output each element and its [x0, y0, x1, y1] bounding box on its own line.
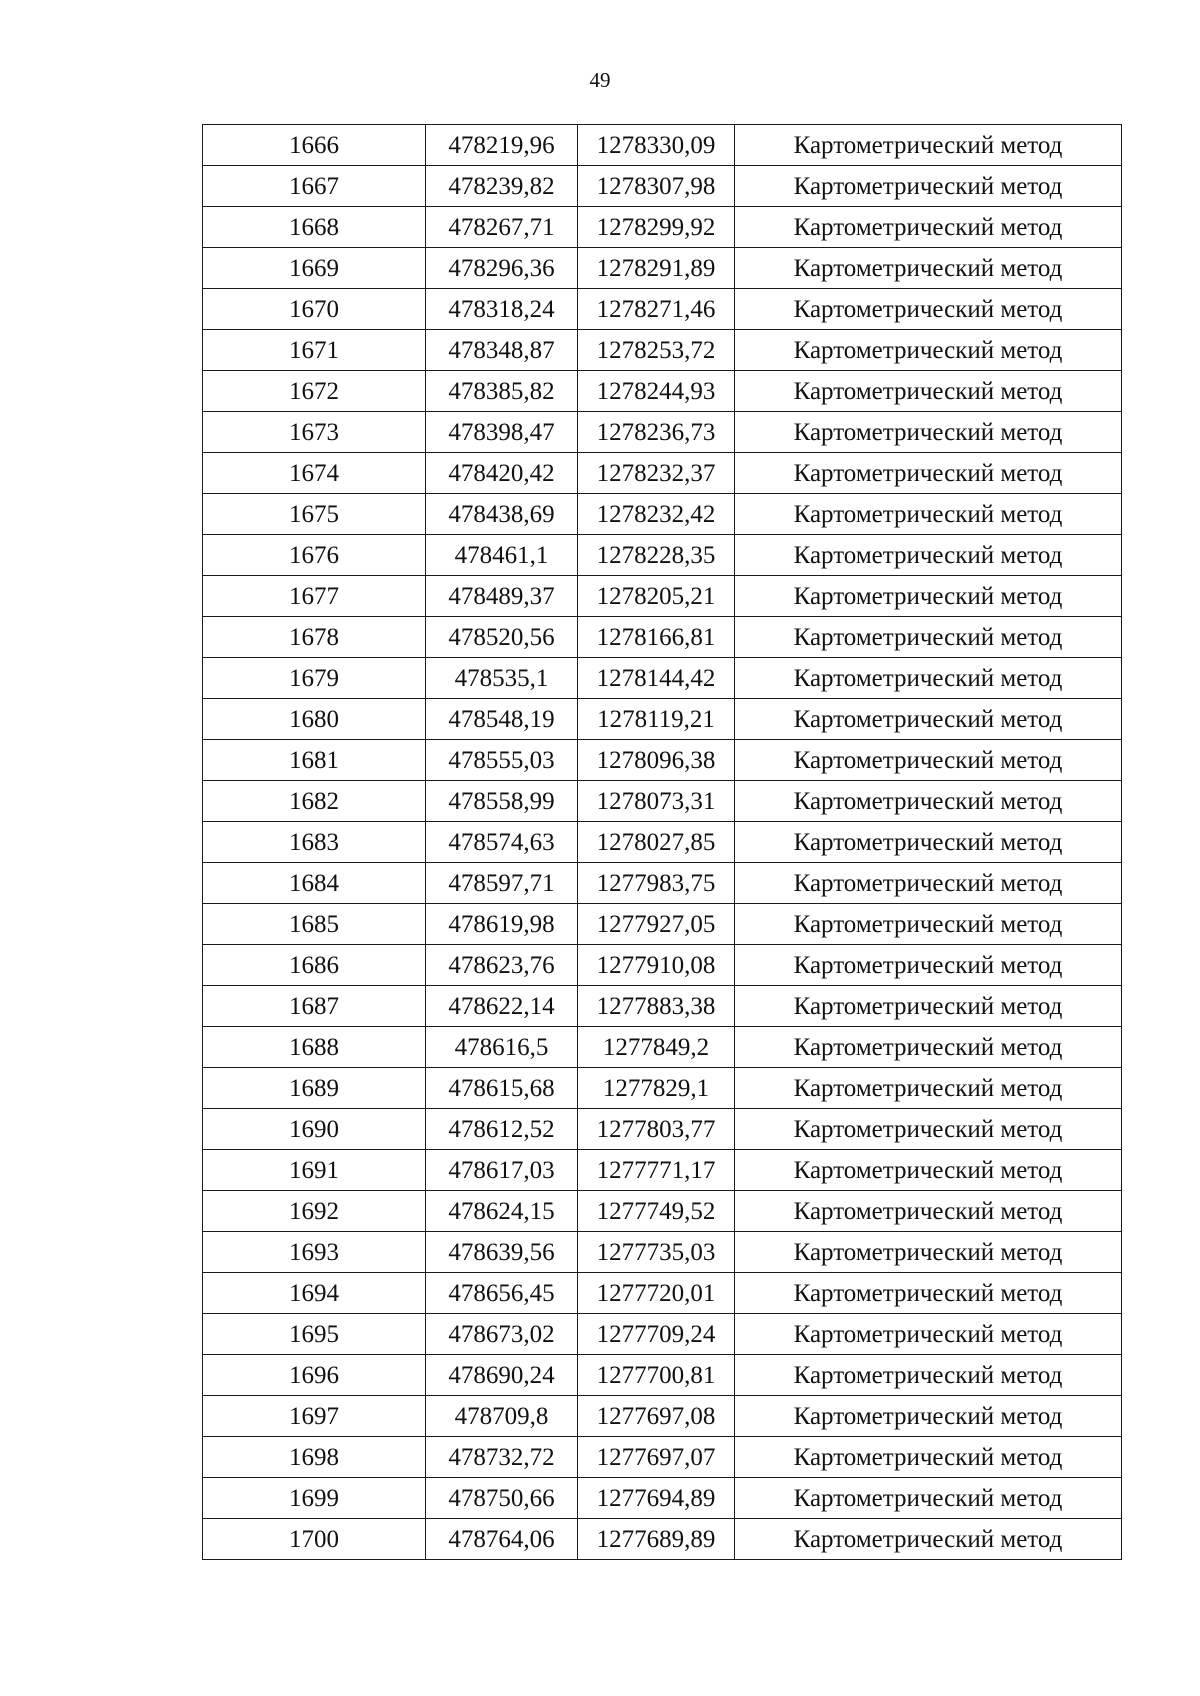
x-coordinate-cell: 478750,66: [426, 1478, 578, 1519]
y-coordinate-cell: 1278096,38: [578, 740, 735, 781]
page-number: 49: [589, 68, 611, 92]
method-cell: Картометрический метод: [735, 1191, 1122, 1232]
method-cell: Картометрический метод: [735, 699, 1122, 740]
method-cell: Картометрический метод: [735, 1519, 1122, 1560]
table-row: [203, 1027, 1122, 1068]
point-number-cell: 1689: [203, 1068, 426, 1109]
table-row: [203, 986, 1122, 1027]
x-coordinate-cell: 478623,76: [426, 945, 578, 986]
point-number-cell: 1666: [203, 125, 426, 166]
y-coordinate-cell: 1277697,08: [578, 1396, 735, 1437]
y-coordinate-cell: 1277689,89: [578, 1519, 735, 1560]
table-row: [203, 1355, 1122, 1396]
table-row: [203, 1232, 1122, 1273]
table-row: [203, 699, 1122, 740]
y-coordinate-cell: 1278244,93: [578, 371, 735, 412]
table-row: [203, 412, 1122, 453]
table-row: [203, 1109, 1122, 1150]
x-coordinate-cell: 478420,42: [426, 453, 578, 494]
point-number-cell: 1685: [203, 904, 426, 945]
method-cell: Картометрический метод: [735, 1396, 1122, 1437]
point-number-cell: 1670: [203, 289, 426, 330]
y-coordinate-cell: 1277849,2: [578, 1027, 735, 1068]
method-cell: Картометрический метод: [735, 330, 1122, 371]
x-coordinate-cell: 478318,24: [426, 289, 578, 330]
table-row: [203, 576, 1122, 617]
y-coordinate-cell: 1278119,21: [578, 699, 735, 740]
y-coordinate-cell: 1278236,73: [578, 412, 735, 453]
method-cell: Картометрический метод: [735, 945, 1122, 986]
point-number-cell: 1672: [203, 371, 426, 412]
table-row: [203, 494, 1122, 535]
x-coordinate-cell: 478732,72: [426, 1437, 578, 1478]
x-coordinate-cell: 478555,03: [426, 740, 578, 781]
y-coordinate-cell: 1278232,42: [578, 494, 735, 535]
table-row: [203, 822, 1122, 863]
x-coordinate-cell: 478574,63: [426, 822, 578, 863]
point-number-cell: 1678: [203, 617, 426, 658]
x-coordinate-cell: 478296,36: [426, 248, 578, 289]
x-coordinate-cell: 478656,45: [426, 1273, 578, 1314]
point-number-cell: 1700: [203, 1519, 426, 1560]
table-row: [203, 330, 1122, 371]
y-coordinate-cell: 1278271,46: [578, 289, 735, 330]
x-coordinate-cell: 478612,52: [426, 1109, 578, 1150]
y-coordinate-cell: 1277883,38: [578, 986, 735, 1027]
method-cell: Картометрический метод: [735, 781, 1122, 822]
method-cell: Картометрический метод: [735, 1273, 1122, 1314]
y-coordinate-cell: 1277927,05: [578, 904, 735, 945]
method-cell: Картометрический метод: [735, 1109, 1122, 1150]
method-cell: Картометрический метод: [735, 863, 1122, 904]
point-number-cell: 1695: [203, 1314, 426, 1355]
table-row: [203, 1314, 1122, 1355]
method-cell: Картометрический метод: [735, 1437, 1122, 1478]
point-number-cell: 1688: [203, 1027, 426, 1068]
point-number-cell: 1692: [203, 1191, 426, 1232]
y-coordinate-cell: 1278299,92: [578, 207, 735, 248]
x-coordinate-cell: 478267,71: [426, 207, 578, 248]
method-cell: Картометрический метод: [735, 576, 1122, 617]
point-number-cell: 1683: [203, 822, 426, 863]
x-coordinate-cell: 478615,68: [426, 1068, 578, 1109]
x-coordinate-cell: 478438,69: [426, 494, 578, 535]
table-row: [203, 1068, 1122, 1109]
y-coordinate-cell: 1278307,98: [578, 166, 735, 207]
y-coordinate-cell: 1278144,42: [578, 658, 735, 699]
method-cell: Картометрический метод: [735, 1232, 1122, 1273]
point-number-cell: 1699: [203, 1478, 426, 1519]
point-number-cell: 1675: [203, 494, 426, 535]
point-number-cell: 1676: [203, 535, 426, 576]
x-coordinate-cell: 478489,37: [426, 576, 578, 617]
table-row: [203, 1478, 1122, 1519]
method-cell: Картометрический метод: [735, 1068, 1122, 1109]
point-number-cell: 1671: [203, 330, 426, 371]
y-coordinate-cell: 1278232,37: [578, 453, 735, 494]
y-coordinate-cell: 1277983,75: [578, 863, 735, 904]
y-coordinate-cell: 1278073,31: [578, 781, 735, 822]
point-number-cell: 1698: [203, 1437, 426, 1478]
method-cell: Картометрический метод: [735, 1355, 1122, 1396]
method-cell: Картометрический метод: [735, 412, 1122, 453]
point-number-cell: 1667: [203, 166, 426, 207]
point-number-cell: 1669: [203, 248, 426, 289]
y-coordinate-cell: 1277771,17: [578, 1150, 735, 1191]
y-coordinate-cell: 1277910,08: [578, 945, 735, 986]
x-coordinate-cell: 478624,15: [426, 1191, 578, 1232]
table-row: [203, 740, 1122, 781]
table-row: [203, 125, 1122, 166]
method-cell: Картометрический метод: [735, 1027, 1122, 1068]
table-row: [203, 617, 1122, 658]
y-coordinate-cell: 1278291,89: [578, 248, 735, 289]
y-coordinate-cell: 1277829,1: [578, 1068, 735, 1109]
coordinates-table-body: [203, 125, 1122, 1560]
y-coordinate-cell: 1277749,52: [578, 1191, 735, 1232]
method-cell: Картометрический метод: [735, 535, 1122, 576]
point-number-cell: 1686: [203, 945, 426, 986]
method-cell: Картометрический метод: [735, 1478, 1122, 1519]
y-coordinate-cell: 1277700,81: [578, 1355, 735, 1396]
y-coordinate-cell: 1277697,07: [578, 1437, 735, 1478]
y-coordinate-cell: 1278330,09: [578, 125, 735, 166]
y-coordinate-cell: 1277694,89: [578, 1478, 735, 1519]
table-row: [203, 535, 1122, 576]
table-row: [203, 1273, 1122, 1314]
point-number-cell: 1696: [203, 1355, 426, 1396]
table-row: [203, 1396, 1122, 1437]
table-row: [203, 248, 1122, 289]
x-coordinate-cell: 478520,56: [426, 617, 578, 658]
table-row: [203, 863, 1122, 904]
x-coordinate-cell: 478622,14: [426, 986, 578, 1027]
table-row: [203, 289, 1122, 330]
point-number-cell: 1682: [203, 781, 426, 822]
y-coordinate-cell: 1277709,24: [578, 1314, 735, 1355]
method-cell: Картометрический метод: [735, 166, 1122, 207]
point-number-cell: 1694: [203, 1273, 426, 1314]
x-coordinate-cell: 478558,99: [426, 781, 578, 822]
point-number-cell: 1697: [203, 1396, 426, 1437]
point-number-cell: 1677: [203, 576, 426, 617]
table-row: [203, 1437, 1122, 1478]
point-number-cell: 1673: [203, 412, 426, 453]
coordinates-table: [202, 124, 1122, 1560]
method-cell: Картометрический метод: [735, 740, 1122, 781]
point-number-cell: 1684: [203, 863, 426, 904]
table-row: [203, 658, 1122, 699]
method-cell: Картометрический метод: [735, 207, 1122, 248]
y-coordinate-cell: 1277803,77: [578, 1109, 735, 1150]
table-row: [203, 166, 1122, 207]
x-coordinate-cell: 478616,5: [426, 1027, 578, 1068]
method-cell: Картометрический метод: [735, 986, 1122, 1027]
x-coordinate-cell: 478764,06: [426, 1519, 578, 1560]
x-coordinate-cell: 478617,03: [426, 1150, 578, 1191]
x-coordinate-cell: 478219,96: [426, 125, 578, 166]
point-number-cell: 1681: [203, 740, 426, 781]
method-cell: Картометрический метод: [735, 125, 1122, 166]
x-coordinate-cell: 478548,19: [426, 699, 578, 740]
method-cell: Картометрический метод: [735, 617, 1122, 658]
table-row: [203, 453, 1122, 494]
x-coordinate-cell: 478535,1: [426, 658, 578, 699]
method-cell: Картометрический метод: [735, 904, 1122, 945]
table-row: [203, 207, 1122, 248]
y-coordinate-cell: 1278027,85: [578, 822, 735, 863]
point-number-cell: 1687: [203, 986, 426, 1027]
x-coordinate-cell: 478461,1: [426, 535, 578, 576]
point-number-cell: 1680: [203, 699, 426, 740]
point-number-cell: 1690: [203, 1109, 426, 1150]
method-cell: Картометрический метод: [735, 248, 1122, 289]
x-coordinate-cell: 478239,82: [426, 166, 578, 207]
y-coordinate-cell: 1278253,72: [578, 330, 735, 371]
x-coordinate-cell: 478690,24: [426, 1355, 578, 1396]
x-coordinate-cell: 478385,82: [426, 371, 578, 412]
table-row: [203, 1150, 1122, 1191]
table-row: [203, 1519, 1122, 1560]
method-cell: Картометрический метод: [735, 289, 1122, 330]
point-number-cell: 1691: [203, 1150, 426, 1191]
x-coordinate-cell: 478597,71: [426, 863, 578, 904]
method-cell: Картометрический метод: [735, 1150, 1122, 1191]
method-cell: Картометрический метод: [735, 453, 1122, 494]
x-coordinate-cell: 478398,47: [426, 412, 578, 453]
y-coordinate-cell: 1278228,35: [578, 535, 735, 576]
point-number-cell: 1679: [203, 658, 426, 699]
table-row: [203, 781, 1122, 822]
y-coordinate-cell: 1278205,21: [578, 576, 735, 617]
point-number-cell: 1693: [203, 1232, 426, 1273]
table-row: [203, 1191, 1122, 1232]
x-coordinate-cell: 478348,87: [426, 330, 578, 371]
method-cell: Картометрический метод: [735, 371, 1122, 412]
x-coordinate-cell: 478709,8: [426, 1396, 578, 1437]
table-row: [203, 904, 1122, 945]
method-cell: Картометрический метод: [735, 658, 1122, 699]
method-cell: Картометрический метод: [735, 822, 1122, 863]
point-number-cell: 1668: [203, 207, 426, 248]
x-coordinate-cell: 478639,56: [426, 1232, 578, 1273]
point-number-cell: 1674: [203, 453, 426, 494]
x-coordinate-cell: 478619,98: [426, 904, 578, 945]
table-row: [203, 945, 1122, 986]
table-row: [203, 371, 1122, 412]
x-coordinate-cell: 478673,02: [426, 1314, 578, 1355]
y-coordinate-cell: 1278166,81: [578, 617, 735, 658]
y-coordinate-cell: 1277720,01: [578, 1273, 735, 1314]
method-cell: Картометрический метод: [735, 1314, 1122, 1355]
y-coordinate-cell: 1277735,03: [578, 1232, 735, 1273]
method-cell: Картометрический метод: [735, 494, 1122, 535]
